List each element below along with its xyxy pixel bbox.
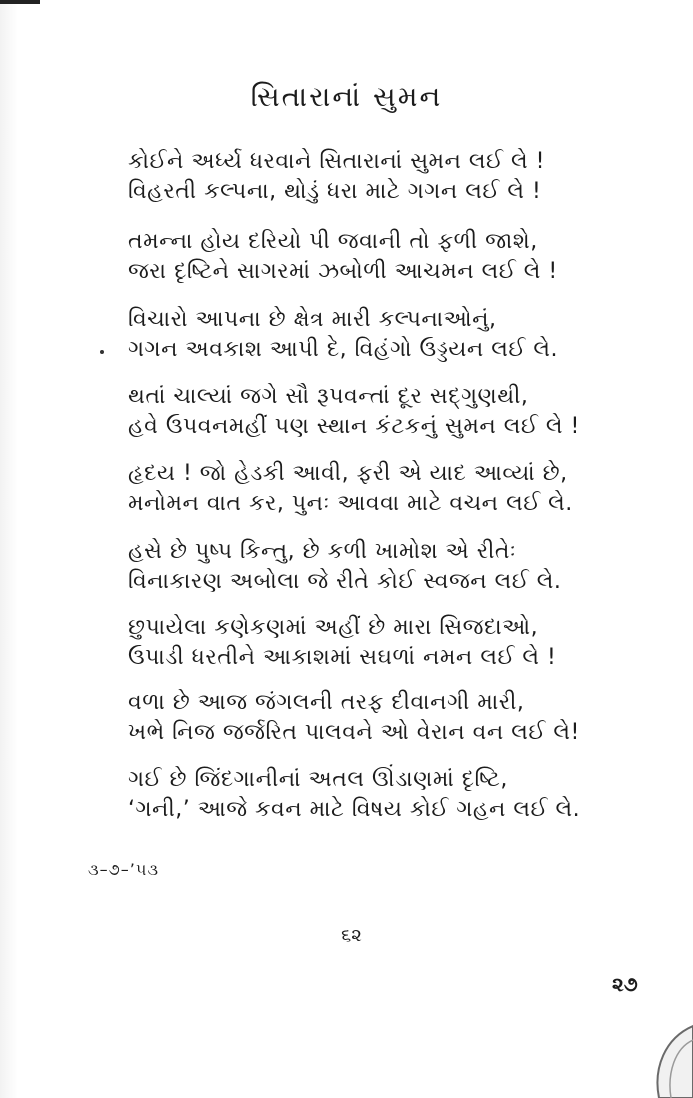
poem-title: સિતારાનાં સુમન xyxy=(250,80,443,113)
poem-line: મનોમન વાત કર, પુનઃ આવવા માટે વચન લઈ લે. xyxy=(128,491,573,516)
poem-line: ગગન અવકાશ આપી દે, વિહંગો ઉડ્ડયન લઈ લે. xyxy=(128,337,559,362)
poem-line: હૃદય ! જો હેડકી આવી, ફરી એ યાદ આવ્યાં છે, xyxy=(128,461,568,486)
stanza-2 xyxy=(128,227,558,287)
page-number: ૨૭ xyxy=(612,972,638,996)
poem-date: ૩–૭–’૫૩ xyxy=(88,860,160,879)
stanza-3 xyxy=(128,305,558,365)
poem-line: હવે ઉપવનમહીં પણ સ્થાન કંટકનું સુમન લઈ લે ! xyxy=(128,414,580,439)
folio-mark: ૬૨ xyxy=(341,925,362,946)
stanza-8 xyxy=(128,688,580,748)
poem-line: વિનાકારણ અબોલા જે રીતે કોઈ સ્વજન લઈ લે. xyxy=(128,569,562,594)
poem-line: છુપાયેલા કણેકણમાં અહીં છે મારા સિજદાઓ, xyxy=(128,615,539,640)
poem-line: તમન્ના હોય દરિયો પી જવાની તો ફળી જાશે, xyxy=(128,229,538,254)
poem-line: જરા દૃષ્ટિને સાગરમાં ઝબોળી આચમન લઈ લે ! xyxy=(128,259,558,284)
poem-line: ‘ગની,’ આજે કવન માટે વિષય કોઈ ગહન લઈ લે. xyxy=(128,797,581,822)
poem-line: વિચારો આપના છે ક્ષેત્ર મારી કલ્પનાઓનું, xyxy=(128,307,497,332)
page-corner-mark xyxy=(0,0,40,4)
poem-line: ઉપાડી ધરતીને આકાશમાં સઘળાં નમન લઈ લે ! xyxy=(128,645,557,670)
margin-dot xyxy=(100,350,104,354)
stanza-1 xyxy=(128,147,558,207)
poem-line: થતાં ચાલ્યાં જગે સૌ રૂપવન્તાં દૂર સદ્ગુણથી, xyxy=(128,384,529,409)
page-curl-icon xyxy=(645,1018,693,1098)
poem-line: ગઈ છે જિંદગાનીનાં અતલ ઊંડાણમાં દૃષ્ટિ, xyxy=(128,767,508,792)
stanza-6 xyxy=(128,537,562,597)
poem-line: કોઈને અર્ધ્ય ધરવાને સિતારાનાં સુમન લઈ લે ! xyxy=(128,149,545,174)
poem-line: હસે છે પુષ્પ કિન્તુ, છે કળી ખામોશ એ રીતેઃ xyxy=(128,539,517,564)
poem-line: વિહરતી કલ્પના, થોડું ધરા માટે ગગન લઈ લે ! xyxy=(128,179,542,204)
poem-line: ખભે નિજ જર્જરિત પાલવને ઓ વેરાન વન લઈ લે! xyxy=(128,720,580,745)
stanza-9 xyxy=(128,765,581,825)
stanza-4 xyxy=(128,382,580,442)
stanza-5 xyxy=(128,459,573,519)
poem-line: વળા છે આજ જંગલની તરફ દીવાનગી મારી, xyxy=(128,690,525,715)
stanza-7 xyxy=(128,613,558,673)
